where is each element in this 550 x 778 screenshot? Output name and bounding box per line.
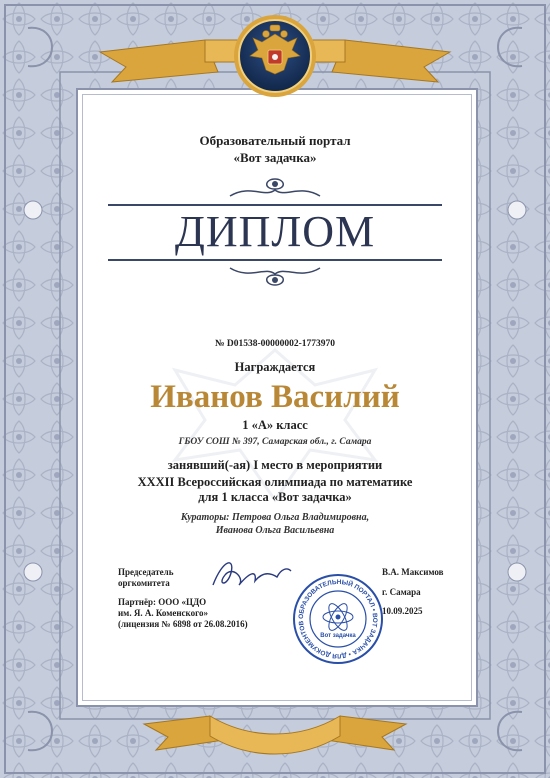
curators-line-1: Кураторы: Петрова Ольга Владимировна, (180, 512, 370, 523)
bottom-ribbon (140, 700, 410, 770)
awarded-label: Награждается (234, 360, 316, 374)
bottom-flourish-ornament (225, 262, 325, 288)
achievement-place: занявший(-ая) I место в мероприятии (167, 458, 383, 472)
svg-text:ОБРАЗОВАТЕЛЬНЫЙ ПОРТАЛ • ВОТ З (292, 573, 378, 659)
curators (150, 511, 400, 537)
top-flourish-ornament (225, 176, 325, 202)
diploma-number: № D01538-00000002-1773970 (214, 339, 336, 349)
event-line-1: XXXII Всероссийская олимпиада по математике (137, 475, 413, 489)
recipient-name: Иванов Василий (150, 379, 400, 415)
partner-line-2: им. Я. А. Коменского» (118, 608, 208, 618)
portal-name (150, 132, 400, 166)
chair-label (118, 567, 208, 589)
handwritten-signature (205, 555, 295, 595)
recipient-school: ГБОУ СОШ № 397, Самарская обл., г. Самара (178, 437, 372, 447)
curators-line-2: Иванова Ольга Васильевна (215, 525, 335, 536)
title-rule-bottom (108, 259, 442, 261)
portal-line-1: Образовательный портал (199, 133, 351, 148)
diploma-title: ДИПЛОМ (174, 207, 376, 256)
partner-line-1: Партнёр: ООО «ЦДО (118, 597, 207, 607)
signer-name: В.А. Максимов (382, 567, 444, 577)
partner-line-3: (лицензия № 6898 от 26.08.2016) (118, 619, 248, 629)
title-rule-top (108, 204, 442, 206)
partner-info (118, 597, 288, 630)
event-line-2: для 1 класса «Вот задачка» (198, 490, 352, 504)
issue-city: г. Самара (382, 587, 421, 597)
stamp-center-text: Вот задачка (320, 633, 356, 639)
official-stamp (292, 573, 384, 665)
top-ribbon-emblem (90, 12, 460, 102)
portal-line-2: «Вот задачка» (233, 150, 317, 165)
stamp-ring-text: ОБРАЗОВАТЕЛЬНЫЙ ПОРТАЛ • ВОТ ЗАДАЧКА • ДЛЯ ДОКУМЕНТОВ (297, 578, 379, 660)
event-name (110, 475, 440, 505)
chair-line-2: оргкомитета (118, 578, 170, 588)
chair-line-1: Председатель (118, 567, 174, 577)
recipient-grade: 1 «А» класс (242, 418, 308, 432)
issue-date: 10.09.2025 (382, 606, 423, 616)
